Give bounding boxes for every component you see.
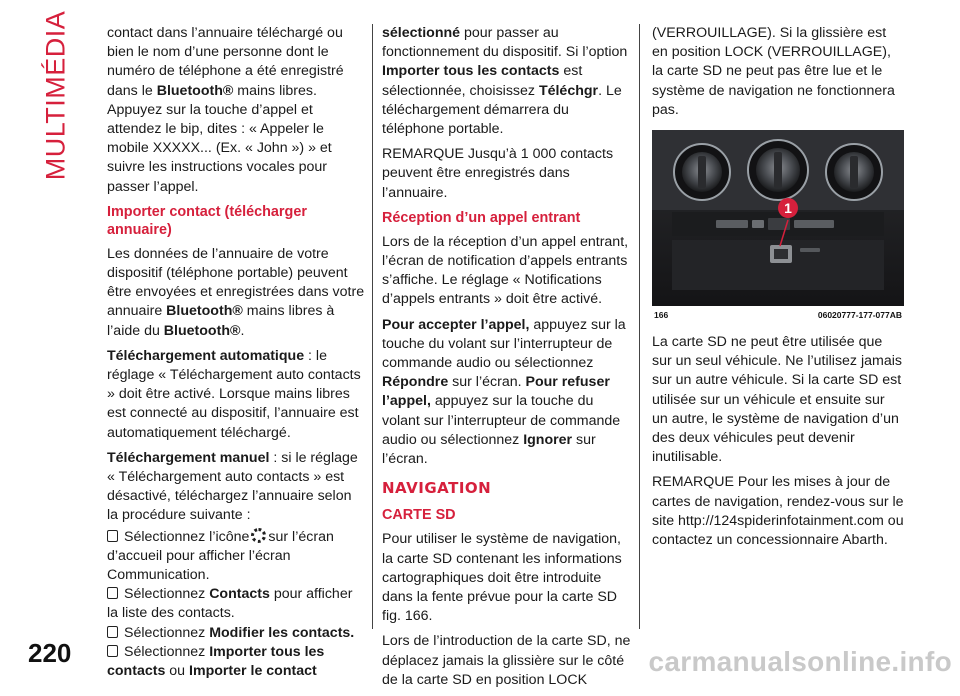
step-bullet-icon — [107, 626, 118, 638]
note-paragraph: REMARQUE Jusqu’à 1 000 contacts peuvent être enregistrés dans l’annuaire. — [382, 146, 614, 201]
step-bullet-icon — [107, 587, 118, 599]
section-title: MULTIMÉDIA — [40, 10, 71, 180]
heading-import-contacts: Importer contact (télécharger annuaire) — [107, 203, 307, 238]
column-1 — [107, 24, 365, 681]
watermark: carmanualsonline.info — [648, 646, 952, 677]
paragraph-auto-download: Téléchargement automatique : le réglage « Téléchargement auto contacts » doit être activé. Lorsque mains libres est connecté au dispositif, l’annuaire est automatiquement téléchargé. — [107, 347, 361, 441]
section-tab — [34, 10, 78, 180]
paragraph-accept-reject: Pour accepter l’appel, appuyez sur la touche du volant sur l’interrupteur de commande audio ou sélectionnez Répondre sur l’écran. Pour refuser l’appel, appuyez sur la touche du volant sur l’interrupteur de commande audio ou sélectionnez Ignorer sur l’écran. — [382, 316, 626, 468]
figure-number: 166 — [654, 310, 669, 321]
climate-dial — [826, 144, 882, 200]
page-number: 220 — [28, 638, 72, 668]
step-1: Sélectionnez l’icône sur l’écran d’accueil pour afficher l’écran Communication. — [107, 528, 334, 584]
column-divider — [639, 24, 640, 629]
column-2 — [382, 24, 632, 696]
note-paragraph: REMARQUE Pour les mises à jour de cartes de navigation, rendez-vous sur le site http://124spiderinfotainment.com ou contactez un concessionnaire Abarth. — [652, 474, 904, 549]
column-divider — [372, 24, 373, 629]
paragraph: contact dans l’annuaire téléchargé ou bien le nom d’une personne dont le numéro de téléphone a été enregistré dans le Bluetooth® mains libres. Appuyez sur la touche d’appel et attendez le bip, dites : « Appeler le mobile XXXXX... (Ex. « John ») » et suivre les instructions vocales pour passer l’appel. — [107, 25, 344, 195]
step-2: Sélectionnez Contacts pour afficher la liste des contacts. — [107, 586, 353, 622]
paragraph: (VERROUILLAGE). Si la glissière est en position LOCK (VERROUILLAGE), la carte SD ne peut pas être lue et le système de navigation ne fonctionnera pas. — [652, 25, 895, 118]
step-bullet-icon — [107, 530, 118, 542]
paragraph: Lors de l’introduction de la carte SD, ne déplacez jamais la glissière sur le côté de la carte SD en position LOCK — [382, 633, 631, 688]
step-bullet-icon — [107, 645, 118, 657]
figure-sd-slot — [652, 130, 904, 325]
heading-incoming-call: Réception d’un appel entrant — [382, 209, 581, 226]
callout-number: 1 — [784, 200, 792, 217]
climate-dial — [748, 140, 808, 200]
paragraph: Les données de l’annuaire de votre dispositif (téléphone portable) peuvent être envoyées et enregistrées dans votre annuaire Bluetooth® mains libres à l’aide du Bluetooth®. — [107, 245, 365, 339]
heading-sd-card: CARTE SD — [382, 507, 456, 524]
figure-code: 06020777-177-077AB — [817, 310, 902, 321]
climate-dial — [674, 144, 730, 200]
heading-navigation: NAVIGATION — [382, 479, 492, 498]
figure-caption — [654, 309, 902, 323]
console-photo — [652, 130, 904, 325]
paragraph: sélectionné pour passer au fonctionnement du dispositif. Si l’option Importer tous les contacts est sélectionnée, choisissez Téléchgr. Le téléchargement démarrera du téléphone portable. — [382, 25, 628, 138]
column-3 — [652, 24, 904, 556]
settings-gear-icon — [251, 528, 266, 543]
paragraph: Pour utiliser le système de navigation, la carte SD contenant les informations cartographiques doit être introduite dans la fente prévue pour la carte SD fig. 166. — [382, 531, 622, 625]
paragraph: Lors de la réception d’un appel entrant, l’écran de notification d’appels entrants s’affiche. Le réglage « Notifications d’appels entrants » doit être activé. — [382, 233, 629, 308]
step-4: Sélectionnez Importer tous les contacts ou Importer le contact — [107, 643, 325, 680]
paragraph-manual-download: Téléchargement manuel : si le réglage « Téléchargement auto contacts » est désactivé, téléchargez l’annuaire selon la procédure suivante : — [107, 449, 358, 524]
step-3: Sélectionnez Modifier les contacts. — [107, 624, 365, 643]
paragraph: La carte SD ne peut être utilisée que sur un seul véhicule. Ne l’utilisez jamais sur un autre véhicule. Si la carte SD est utilisée sur un véhicule et ensuite sur un autre, le système de navigation d’un des deux véhicules peut devenir inutilisable. — [652, 334, 902, 466]
